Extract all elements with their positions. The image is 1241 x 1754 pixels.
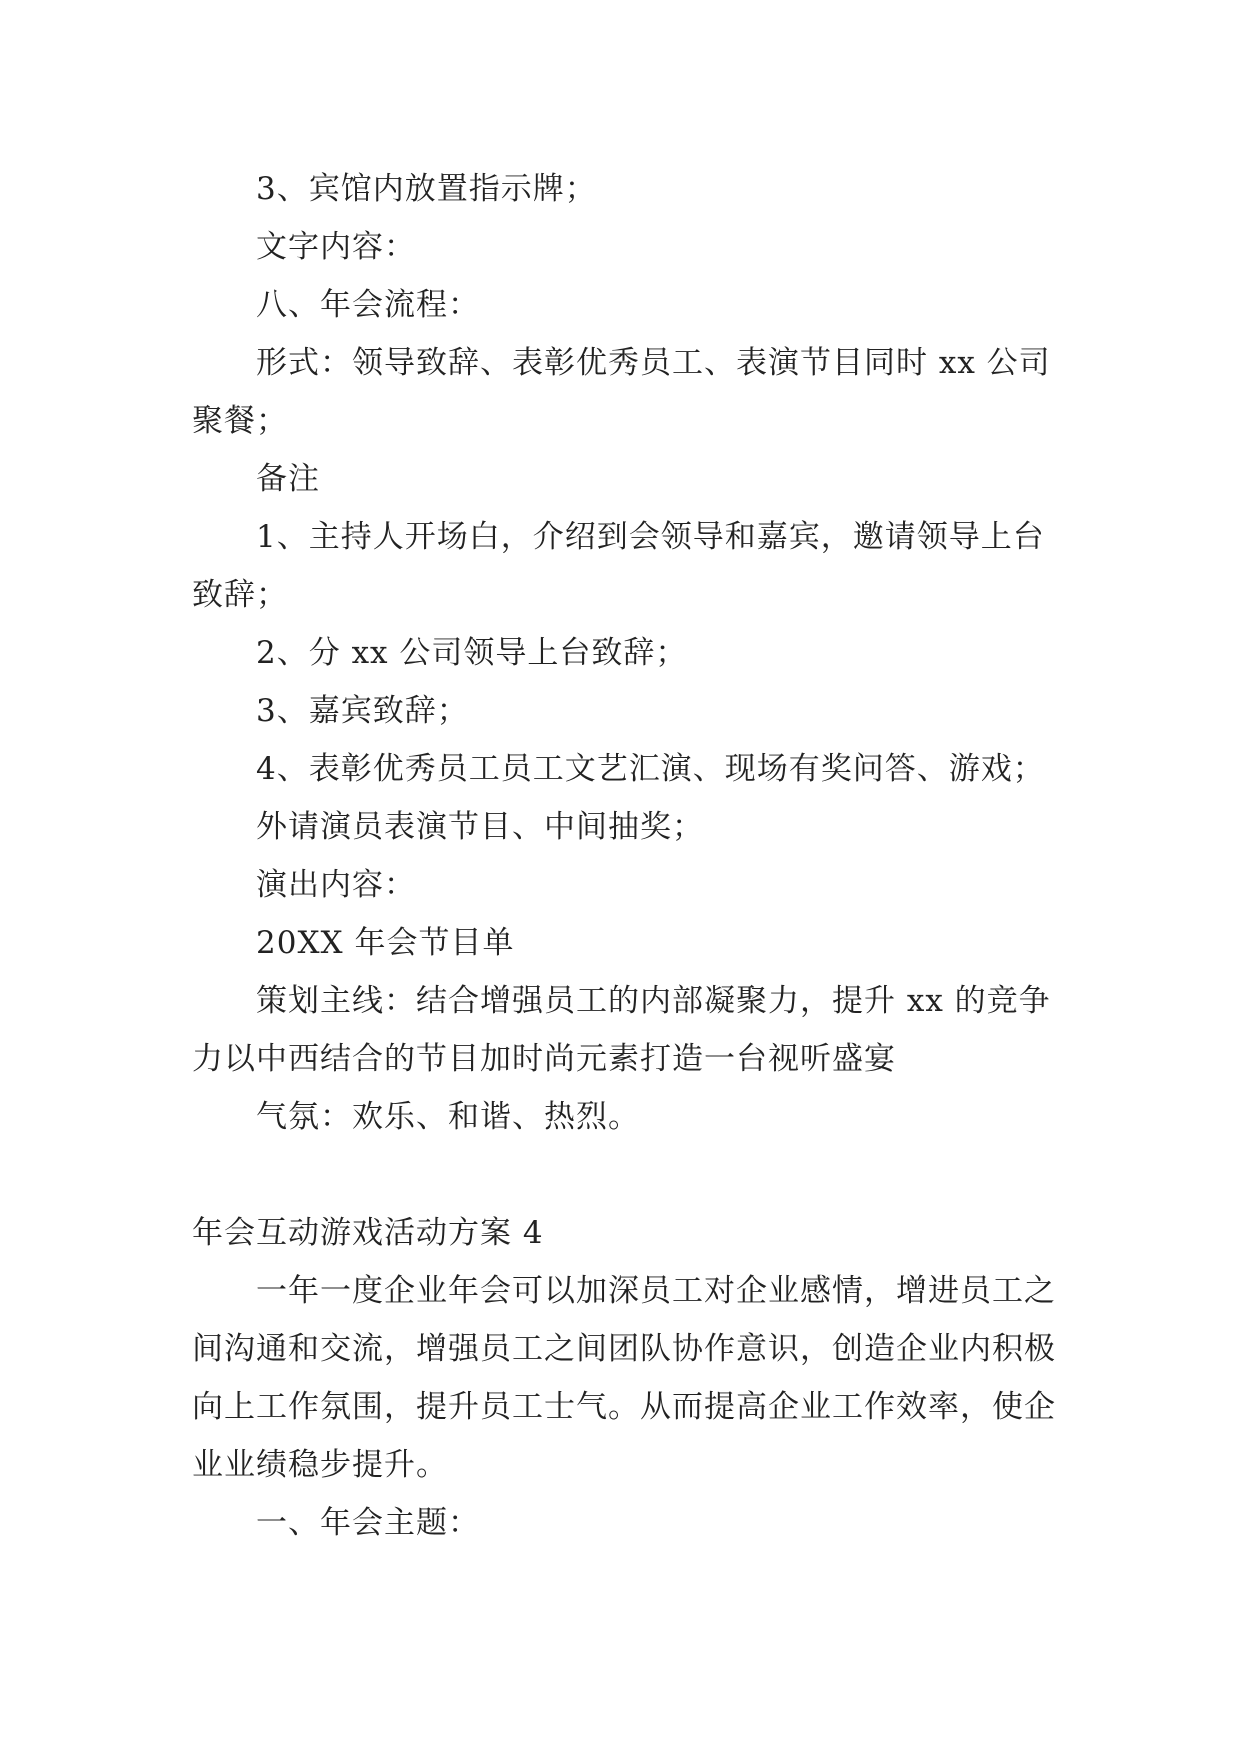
paragraph: 备注 [256,461,320,497]
paragraph: 2、分 xx 公司领导上台致辞； [256,635,688,671]
paragraph: 20XX 年会节目单 [256,925,515,961]
paragraph: 形式：领导致辞、表彰优秀员工、表演节目同时 xx 公司聚餐； [192,345,1051,439]
paragraph: 气氛：欢乐、和谐、热烈。 [256,1099,640,1135]
paragraph: 一、年会主题： [256,1505,480,1541]
paragraph: 一年一度企业年会可以加深员工对企业感情，增进员工之间沟通和交流，增强员工之间团队协作意识，创造企业内积极向上工作氛围，提升员工士气。从而提高企业工作效率，使企业业绩稳步提升。 [192,1273,1056,1483]
paragraph: 外请演员表演节目、中间抽奖； [256,809,704,845]
document-body [192,160,1072,1552]
paragraph: 策划主线：结合增强员工的内部凝聚力，提升 xx 的竞争力以中西结合的节目加时尚元素打造一台视听盛宴 [192,983,1051,1077]
paragraph: 4、表彰优秀员工员工文艺汇演、现场有奖问答、游戏； [256,751,1045,787]
paragraph: 八、年会流程： [256,287,480,323]
section-title: 年会互动游戏活动方案 4 [192,1215,544,1251]
paragraph: 文字内容： [256,229,416,265]
paragraph: 演出内容： [256,867,416,903]
paragraph: 1、主持人开场白，介绍到会领导和嘉宾，邀请领导上台致辞； [192,519,1045,613]
paragraph: 3、宾馆内放置指示牌； [256,171,597,207]
paragraph: 3、嘉宾致辞； [256,693,469,729]
